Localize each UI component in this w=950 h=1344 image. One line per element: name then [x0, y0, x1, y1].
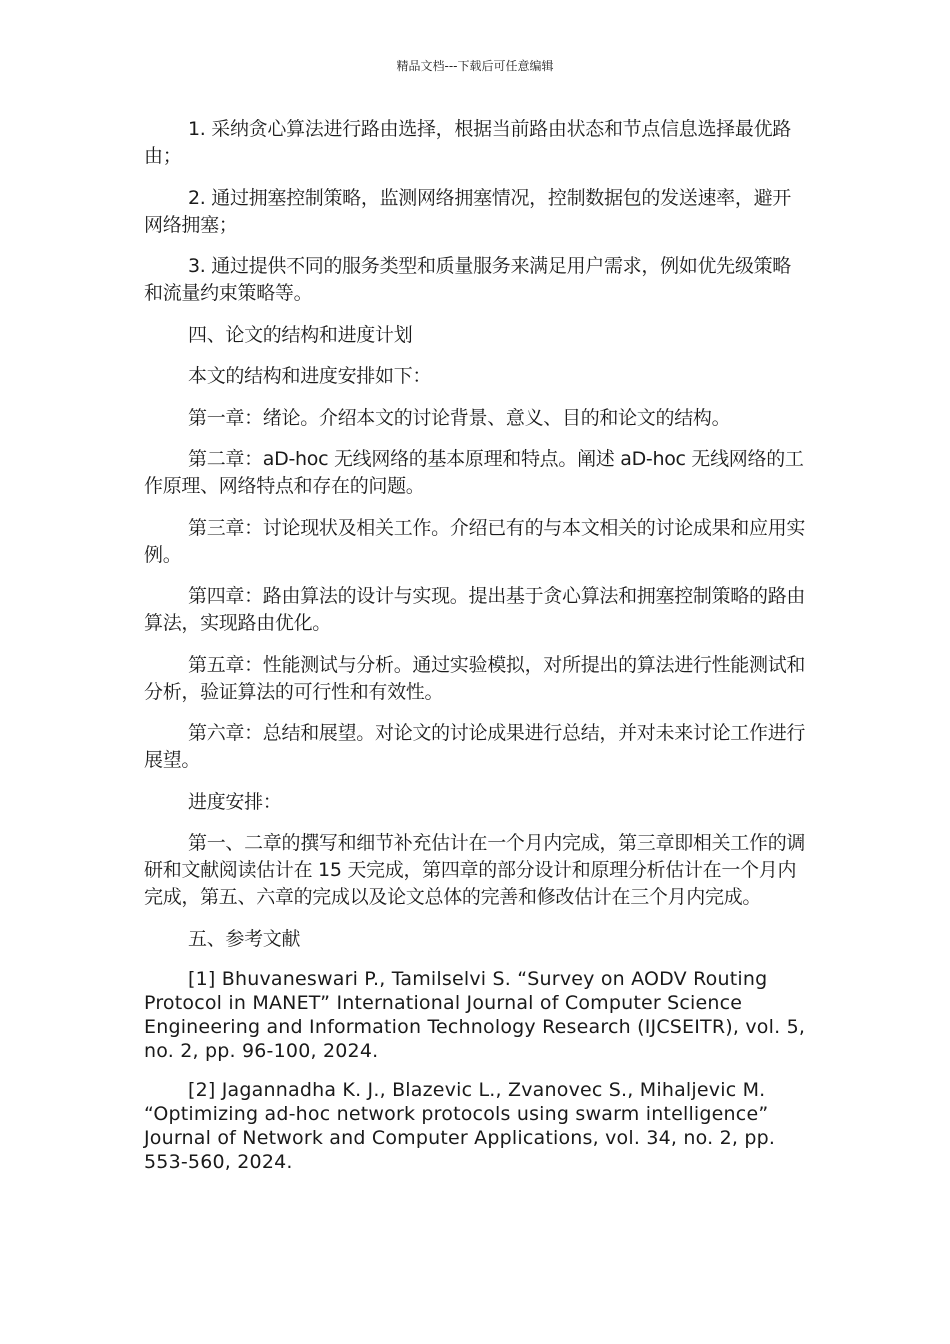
reference-1: [1] Bhuvaneswari P., Tamilselvi S. “Survey on AODV Routing Protocol in MANET” International Journal of Computer Science Engineering and Information Technology Research (IJCSEITR), vol. 5, no. 2, pp. 96-100, 2024. — [144, 968, 806, 1062]
section-heading-structure: 四、论文的结构和进度计划 — [188, 323, 413, 346]
chapter-1: 第一章：绪论。介绍本文的讨论背景、意义、目的和论文的结构。 — [188, 406, 731, 429]
reference-2: [2] Jagannadha K. J., Blazevic L., Zvanovec S., Mihaljevic M. “Optimizing ad-hoc network protocols using swarm intelligence” Journal of Network and Computer Applications, vol. 34, no. 2, pp. 553-560, 2024. — [144, 1078, 776, 1173]
schedule-detail: 第一、二章的撰写和细节补充估计在一个月内完成，第三章即相关工作的调研和文献阅读估计在 15 天完成，第四章的部分设计和原理分析估计在一个月内完成，第五、六章的完成以及论文总体的完善和修改估计在三个月内完成。 — [144, 832, 806, 908]
schedule-label: 进度安排： — [188, 790, 282, 813]
chapter-5: 第五章：性能测试与分析。通过实验模拟，对所提出的算法进行性能测试和分析，验证算法的可行性和有效性。 — [144, 653, 806, 703]
list-item-congestion-control: 2. 通过拥塞控制策略，监测网络拥塞情况，控制数据包的发送速率，避开网络拥塞； — [144, 186, 791, 236]
chapter-4: 第四章：路由算法的设计与实现。提出基于贪心算法和拥塞控制策略的路由算法，实现路由优化。 — [144, 585, 806, 634]
list-item-qos: 3. 通过提供不同的服务类型和质量服务来满足用户需求，例如优先级策略和流量约束策略等。 — [144, 255, 791, 304]
section-heading-references: 五、参考文献 — [188, 927, 301, 950]
chapter-6: 第六章：总结和展望。对论文的讨论成果进行总结，并对未来讨论工作进行展望。 — [144, 722, 806, 771]
page-header: 精品文档---下载后可任意编辑 — [396, 59, 554, 73]
chapter-3: 第三章：讨论现状及相关工作。介绍已有的与本文相关的讨论成果和应用实例。 — [144, 516, 806, 566]
chapter-2: 第二章：aD-hoc 无线网络的基本原理和特点。阐述 aD-hoc 无线网络的工作原理、网络特点和存在的问题。 — [144, 448, 804, 497]
structure-intro: 本文的结构和进度安排如下： — [188, 365, 432, 387]
document-body — [144, 116, 809, 1188]
list-item-greedy-routing: 1. 采纳贪心算法进行路由选择，根据当前路由状态和节点信息选择最优路由； — [144, 118, 791, 167]
